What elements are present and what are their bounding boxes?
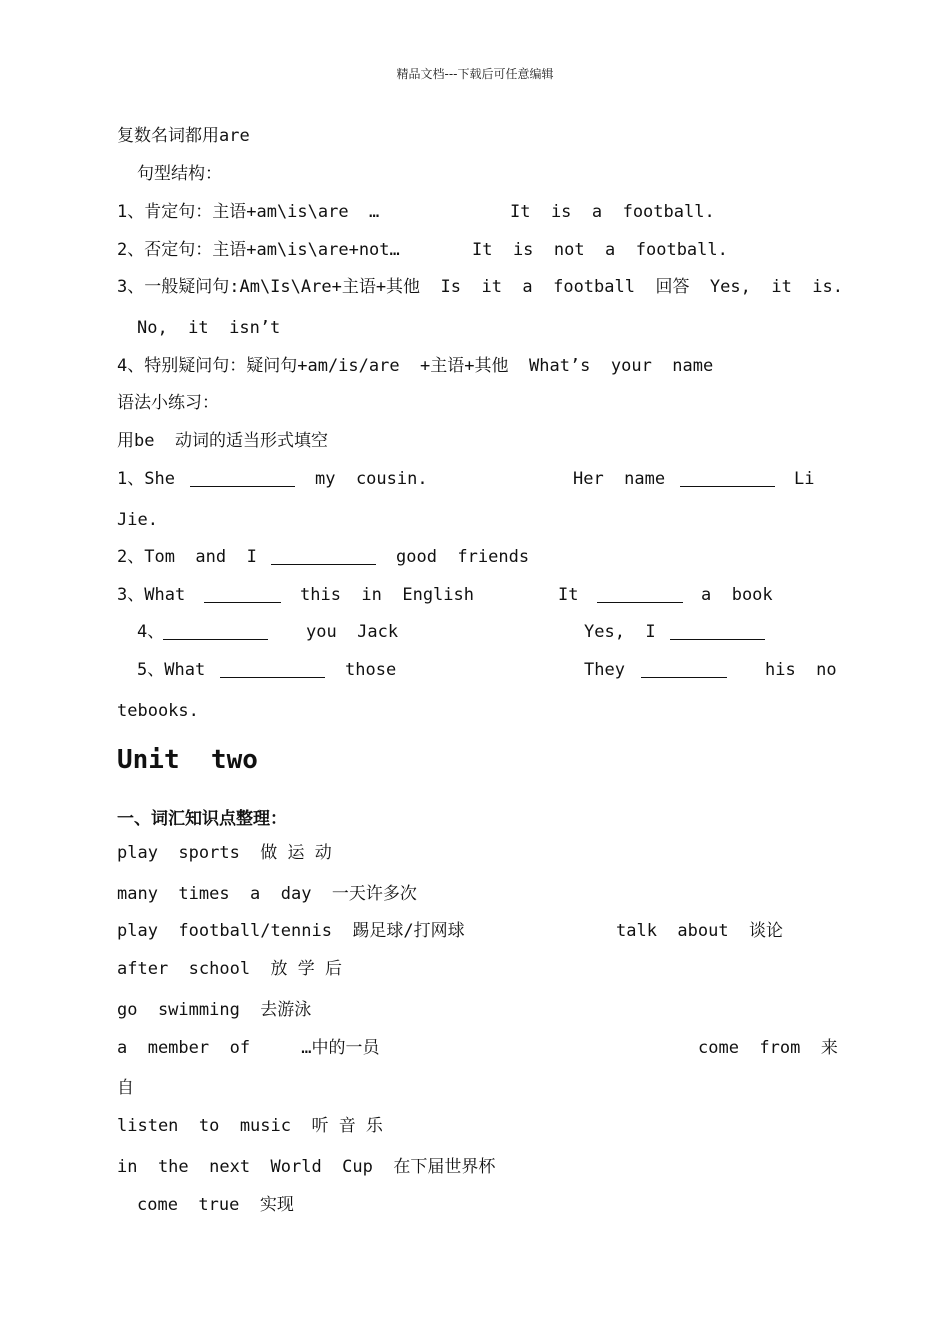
vocab-item-6c: 自 [117,1078,134,1098]
practice-title: 语法小练习： [117,393,219,413]
q5-part-e: tebooks. [117,701,199,721]
grammar-line-4b: It is not a football. [472,240,728,260]
q3-part-b: this in English [300,585,474,605]
q5-blank-2[interactable] [641,663,727,678]
q4-part-a: 4、 [137,622,165,642]
q1-part-a: 1、She [117,469,175,489]
practice-instruction: 用be 动词的适当形式填空 [117,431,328,451]
vocab-item-1: play sports 做 运 动 [117,843,332,863]
q1-part-e: Jie. [117,510,158,530]
grammar-line-3a: 1、肯定句：主语+am\is\are … [117,202,380,222]
q5-part-a: 5、What [137,660,206,680]
q5-part-c: They [584,660,625,680]
q4-part-c: Yes, I [584,622,656,642]
vocab-item-3a: play football/tennis 踢足球/打网球 [117,921,465,941]
q4-part-b: you Jack [306,622,399,642]
q4-blank-1[interactable] [163,625,268,640]
q4-blank-2[interactable] [670,625,765,640]
grammar-line-4a: 2、否定句：主语+am\is\are+not… [117,240,400,260]
grammar-line-3b: It is a football. [510,202,715,222]
q1-part-b: my cousin. [315,469,428,489]
q1-blank-2[interactable] [680,472,775,487]
grammar-line-2: 句型结构： [137,164,222,184]
grammar-line-5: 3、一般疑问句:Am\Is\Are+主语+其他 Is it a football 回答 Yes, it is. [117,277,843,297]
vocab-item-5: go swimming 去游泳 [117,1000,312,1020]
grammar-line-6: No, it isn’t [137,318,281,338]
q2-blank[interactable] [271,550,376,565]
q2-part-b: good friends [396,547,530,567]
q1-part-d: Li [794,469,815,489]
q3-part-a: 3、What [117,585,186,605]
q5-part-d: his no [765,660,837,680]
grammar-line-7: 4、特别疑问句：疑问句+am/is/are +主语+其他 What’s your name [117,356,714,376]
vocab-item-7: listen to music 听 音 乐 [117,1116,383,1136]
grammar-line-1: 复数名词都用are [117,126,250,146]
q2-part-a: 2、Tom and I [117,547,257,567]
vocab-item-9: come true 实现 [137,1195,294,1215]
vocab-item-8: in the next World Cup 在下届世界杯 [117,1157,496,1177]
vocab-item-6b: come from 来 [698,1038,838,1058]
q3-part-c: It [558,585,579,605]
q5-part-b: those [345,660,397,680]
vocab-item-3b: talk about 谈论 [616,921,784,941]
q1-blank-1[interactable] [190,472,295,487]
vocab-heading: 一、词汇知识点整理： [117,809,287,829]
vocab-item-6a: a member of …中的一员 [117,1038,380,1058]
vocab-item-4: after school 放 学 后 [117,959,342,979]
vocab-item-2: many times a day 一天许多次 [117,884,417,904]
q1-part-c: Her name [573,469,666,489]
page-header: 精品文档---下载后可任意编辑 [396,67,554,81]
q3-blank-1[interactable] [204,588,281,603]
q5-blank-1[interactable] [220,663,325,678]
q3-blank-2[interactable] [597,588,683,603]
unit-title: Unit two [117,745,258,775]
q3-part-d: a book [701,585,773,605]
